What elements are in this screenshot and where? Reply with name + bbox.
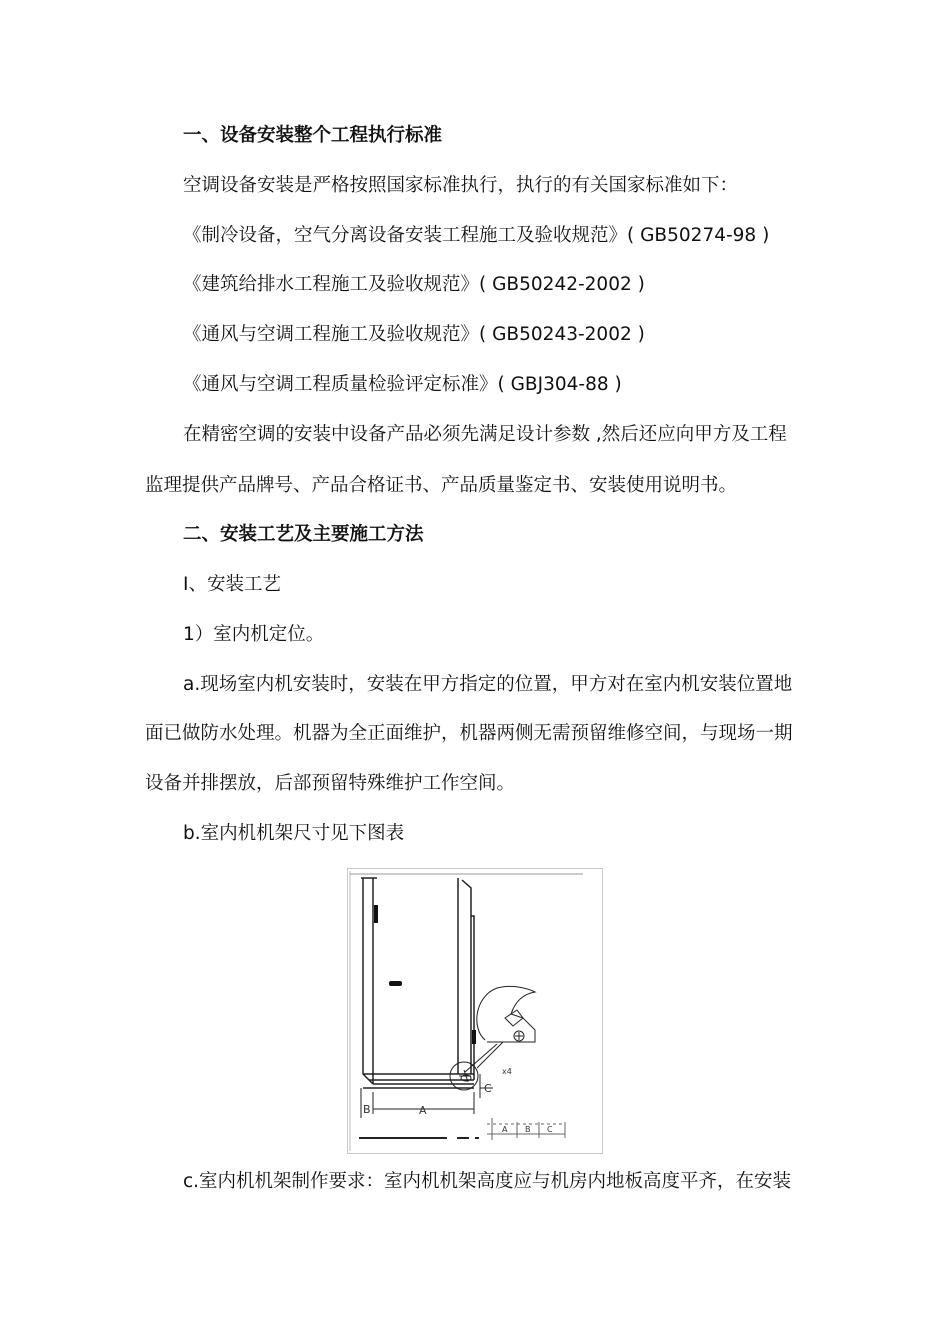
section1-intro: 空调设备安装是严格按照国家标准执行，执行的有关国家标准如下： [183,175,739,196]
standard-item: 《通风与空调工程施工及验收规范》( GB50243-2002 ) [183,324,645,345]
dimension-label-c: C [484,1082,492,1095]
paragraph-line: b.室内机机架尺寸见下图表 [183,823,405,844]
indoor-unit-frame-diagram [347,868,603,1154]
item-title: 1）室内机定位。 [183,624,325,645]
dimension-label-b: B [363,1103,371,1116]
paragraph-line: a.现场室内机安装时，安装在甲方指定的位置，甲方对在室内机安装位置地 [183,674,793,695]
paragraph-line: 监理提供产品牌号、产品合格证书、产品质量鉴定书、安装使用说明书。 [145,475,738,496]
table-header-b: B [525,1125,531,1134]
paragraph-line: 设备并排摆放，后部预留特殊维护工作空间。 [145,773,516,794]
door-hinge [374,905,378,923]
table-header-a: A [502,1125,508,1134]
standard-item: 《制冷设备，空气分离设备安装工程施工及验收规范》( GB50274-98 ) [183,225,770,246]
figure-border [348,869,603,1154]
standard-item: 《建筑给排水工程施工及验收规范》( GB50242-2002 ) [183,274,645,295]
paragraph-line: c.室内机机架制作要求：室内机机架高度应与机房内地板高度平齐，在安装 [183,1171,792,1192]
subsection-title: Ⅰ、安装工艺 [183,574,281,595]
paragraph-line: 在精密空调的安装中设备产品必须先满足设计参数 ,然后还应向甲方及工程 [183,424,787,445]
paragraph-line: 面已做防水处理。机器为全正面维护，机器两侧无需预留维修空间，与现场一期 [145,723,793,744]
table-header-c: C [547,1125,553,1134]
section2-heading: 二、安装工艺及主要施工方法 [183,524,424,545]
dimension-label-a: A [419,1104,427,1117]
section1-heading: 一、设备安装整个工程执行标准 [183,125,443,146]
fastener-count-label: x4 [502,1067,512,1076]
door-handle [389,981,402,986]
standard-item: 《通风与空调工程质量检验评定标准》( GBJ304-88 ) [183,374,622,395]
side-bracket [472,1030,476,1044]
